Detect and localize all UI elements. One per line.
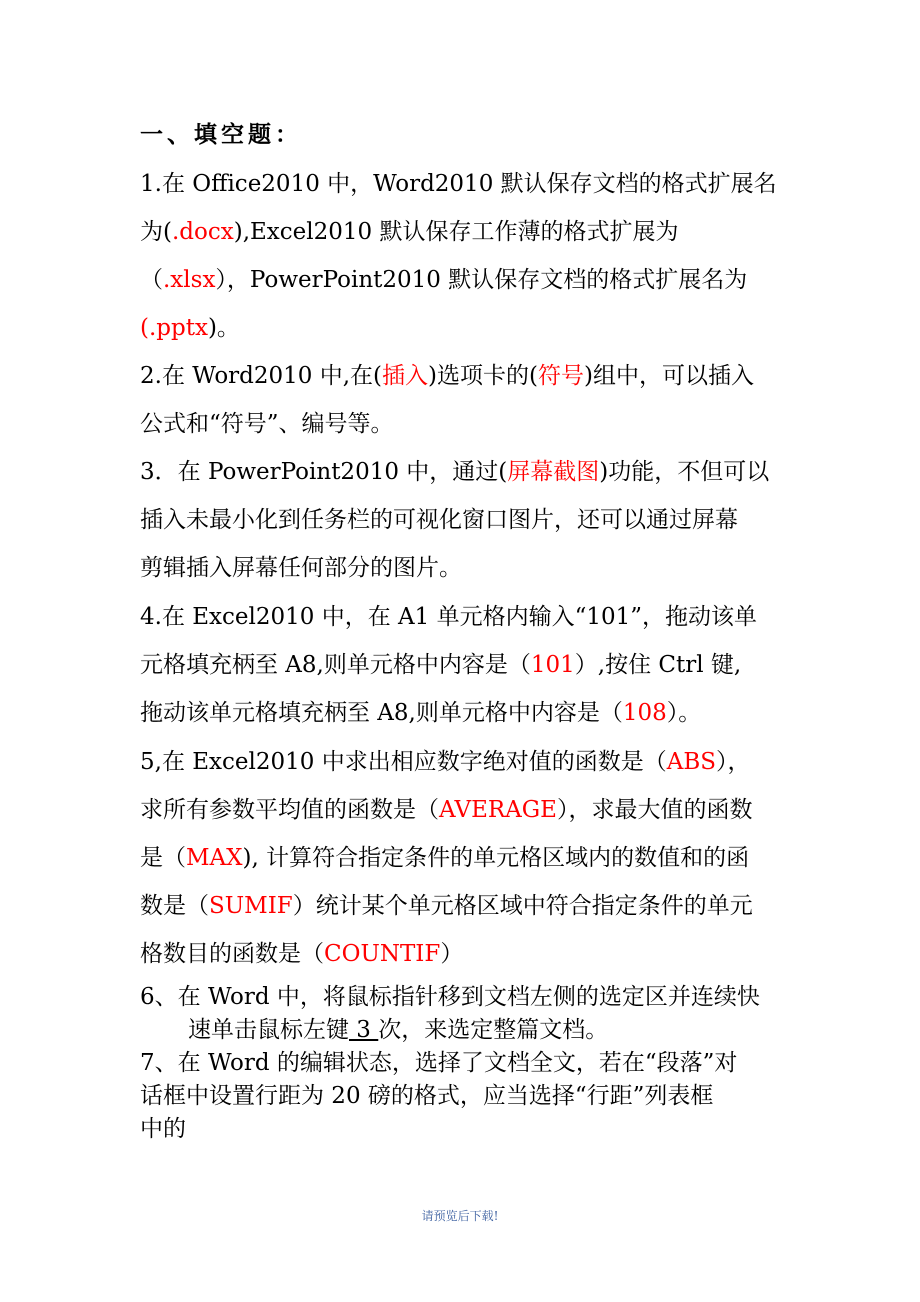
q6-text: 次，来选定整篇文档。 [378, 1017, 609, 1043]
answer-average: AVERAGE [439, 797, 557, 823]
footer-note: 请预览后下载! [421, 1209, 499, 1223]
q5-text: 5,在 Excel2010 中求出相应数字绝对值的函数是（ [140, 749, 667, 775]
q1-line-2 [140, 208, 800, 256]
q3-line-3: 剪辑插入屏幕任何部分的图片。 [140, 555, 462, 581]
q6-line-2 [140, 1014, 800, 1047]
question-3 [140, 448, 800, 592]
q1-text: 为( [140, 219, 172, 245]
q5-line-5 [140, 930, 800, 978]
q4-text: ）,按住 Ctrl 键, [574, 652, 742, 678]
q5-text: ）统计某个单元格区域中符合指定条件的单元 [292, 893, 753, 919]
q3-line-1 [140, 448, 800, 496]
question-6 [140, 981, 800, 1047]
q5-text: 格数目的函数是（ [140, 941, 324, 967]
q1-line-3 [140, 256, 800, 304]
q1-text: ),Excel2010 默认保存工作薄的格式扩展为 [233, 219, 679, 245]
question-1 [140, 160, 800, 352]
q5-line-1 [140, 738, 800, 786]
answer-symbol-group: 符号 [537, 363, 584, 389]
q5-text: ），求最大值的函数 [556, 797, 753, 823]
answer-xlsx: .xlsx [163, 267, 216, 293]
answer-max: MAX [186, 845, 243, 871]
answer-countif: COUNTIF [324, 941, 441, 967]
q1-text: ），PowerPoint2010 默认保存文档的格式扩展名为 [215, 267, 748, 293]
q2-line-2: 公式和“符号”、编号等。 [140, 411, 394, 437]
q5-text: 数是（ [140, 893, 209, 919]
q5-text: 是（ [140, 845, 186, 871]
q5-text: 求所有参数平均值的函数是（ [140, 797, 439, 823]
q3-text: 3．在 PowerPoint2010 中，通过( [140, 459, 508, 485]
q4-line-1: 4.在 Excel2010 中，在 A1 单元格内输入“101”，拖动该单 [140, 604, 757, 630]
q2-text: 2.在 Word2010 中,在( [140, 363, 383, 389]
answer-101: 101 [530, 652, 575, 678]
q3-line-2: 插入未最小化到任务栏的可视化窗口图片，还可以通过屏幕 [140, 507, 738, 533]
q4-line-3 [140, 689, 800, 737]
q4-text: 元格填充柄至 A8,则单元格中内容是（ [140, 652, 531, 678]
q5-line-3 [140, 834, 800, 882]
q5-line-2 [140, 786, 800, 834]
q3-text: )功能，不但可以 [599, 459, 770, 485]
answer-screenshot: 屏幕截图 [507, 459, 600, 485]
question-2 [140, 352, 800, 448]
answer-sumif: SUMIF [209, 893, 293, 919]
section-heading: 一、填空题： [140, 122, 302, 148]
q1-line-4 [140, 304, 800, 352]
q6-line-1: 6、在 Word 中，将鼠标指针移到文档左侧的选定区并连续快 [140, 984, 760, 1010]
q1-text: （ [140, 267, 163, 293]
q5-line-4 [140, 882, 800, 930]
q6-text: 速单击鼠标左键 [188, 1017, 349, 1043]
answer-3-underlined: 3 [349, 1017, 379, 1043]
q4-text: ）。 [666, 700, 702, 726]
answer-abs: ABS [666, 749, 716, 775]
question-4 [140, 593, 800, 737]
question-7 [140, 1047, 800, 1146]
q1-text: )。 [207, 315, 240, 341]
answer-insert-tab: 插入 [382, 363, 429, 389]
q1-line-1: 1.在 Office2010 中，Word2010 默认保存文档的格式扩展名 [140, 171, 777, 197]
q7-line-3: 中的 [140, 1116, 186, 1142]
answer-pptx: (.pptx [140, 315, 208, 341]
q2-line-1 [140, 352, 800, 400]
q5-text: ） [440, 941, 464, 967]
q2-text: )选项卡的( [428, 363, 538, 389]
q2-text: )组中，可以插入 [583, 363, 754, 389]
question-5 [140, 738, 800, 978]
answer-108: 108 [622, 700, 667, 726]
q7-line-2: 话框中设置行距为 20 磅的格式，应当选择“行距”列表框 [140, 1083, 714, 1109]
q5-text: ）， [716, 749, 751, 775]
q4-text: 拖动该单元格填充柄至 A8,则单元格中内容是（ [140, 700, 623, 726]
q7-line-1: 7、在 Word 的编辑状态，选择了文档全文，若在“段落”对 [140, 1050, 738, 1076]
answer-docx: .docx [171, 219, 234, 245]
q4-line-2 [140, 641, 800, 689]
q5-text: ), 计算符合指定条件的单元格区域内的数值和的函 [242, 845, 750, 871]
